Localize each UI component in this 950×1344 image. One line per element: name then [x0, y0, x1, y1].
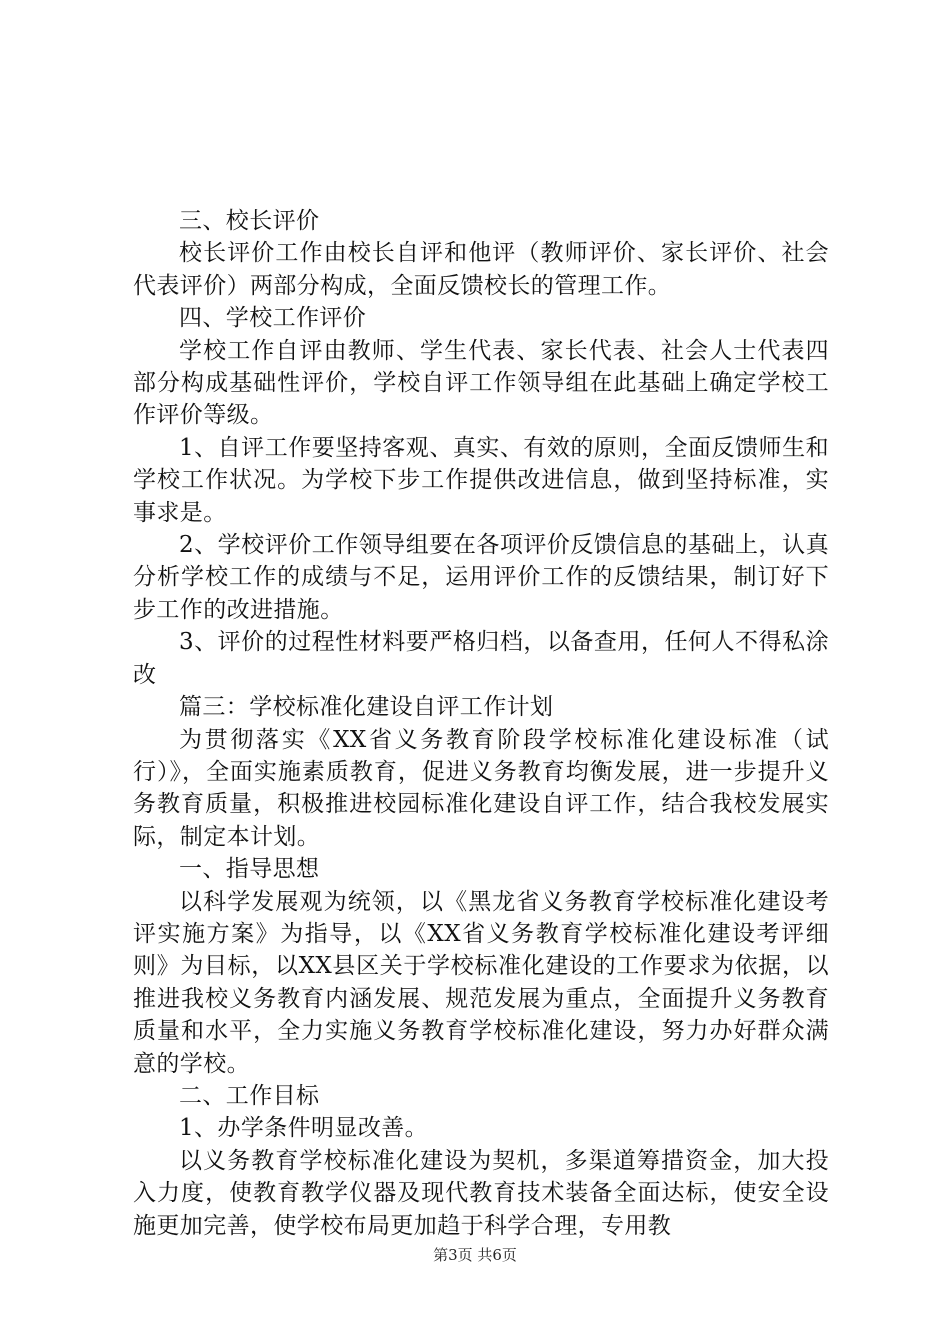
list-item: 2、学校评价工作领导组要在各项评价反馈信息的基础上，认真分析学校工作的成绩与不足，运用评价工作的反馈结果，制订好下步工作的改进措施。 — [133, 532, 829, 623]
document-body — [133, 205, 829, 1242]
heading-principal-evaluation: 三、校长评价 — [179, 208, 320, 234]
page-footer: 第3页 共6页 — [433, 1246, 517, 1264]
heading-work-goals: 二、工作目标 — [179, 1082, 320, 1109]
paragraph: 为贯彻落实《XX省义务教育阶段学校标准化建设标准（试行）》，全面实施素质教育，促进义务教育均衡发展，进一步提升义务教育质量，积极推进校园标准化建设自评工作，结合我校发展实际，制定本计划。 — [133, 726, 829, 850]
list-item: 1、自评工作要坚持客观、真实、有效的原则，全面反馈师生和学校工作状况。为学校下步工作提供改进信息，做到坚持标准，实事求是。 — [133, 434, 829, 526]
list-item: 3、评价的过程性材料要严格归档，以备查用，任何人不得私涂改 — [133, 629, 829, 688]
paragraph: 以科学发展观为统领，以《黑龙省义务教育学校标准化建设考评实施方案》为指导，以《XX省义务教育学校标准化建设考评细则》为目标，以XX县区关于学校标准化建设的工作要求为依据，以推进我校义务教育内涵发展、规范发展为重点，全面提升义务教育质量和水平，全力实施义务教育学校标准化建设，努力办好群众满意的学校。 — [133, 888, 829, 1077]
paragraph: 学校工作自评由教师、学生代表、家长代表、社会人士代表四部分构成基础性评价，学校自评工作领导组在此基础上确定学校工作评价等级。 — [133, 337, 829, 429]
section-title: 篇三：学校标准化建设自评工作计划 — [179, 694, 554, 721]
paragraph: 以义务教育学校标准化建设为契机，多渠道筹措资金，加大投入力度，使教育教学仪器及现代教育技术装备全面达标，使安全设施更加完善，使学校布局更加趋于科学合理，专用教 — [133, 1147, 829, 1239]
heading-guiding-ideology: 一、指导思想 — [179, 856, 320, 883]
list-item: 1、办学条件明显改善。 — [179, 1115, 429, 1142]
heading-school-work-evaluation: 四、学校工作评价 — [179, 305, 367, 332]
paragraph: 校长评价工作由校长自评和他评（教师评价、家长评价、社会代表评价）两部分构成，全面反馈校长的管理工作。 — [133, 240, 829, 299]
